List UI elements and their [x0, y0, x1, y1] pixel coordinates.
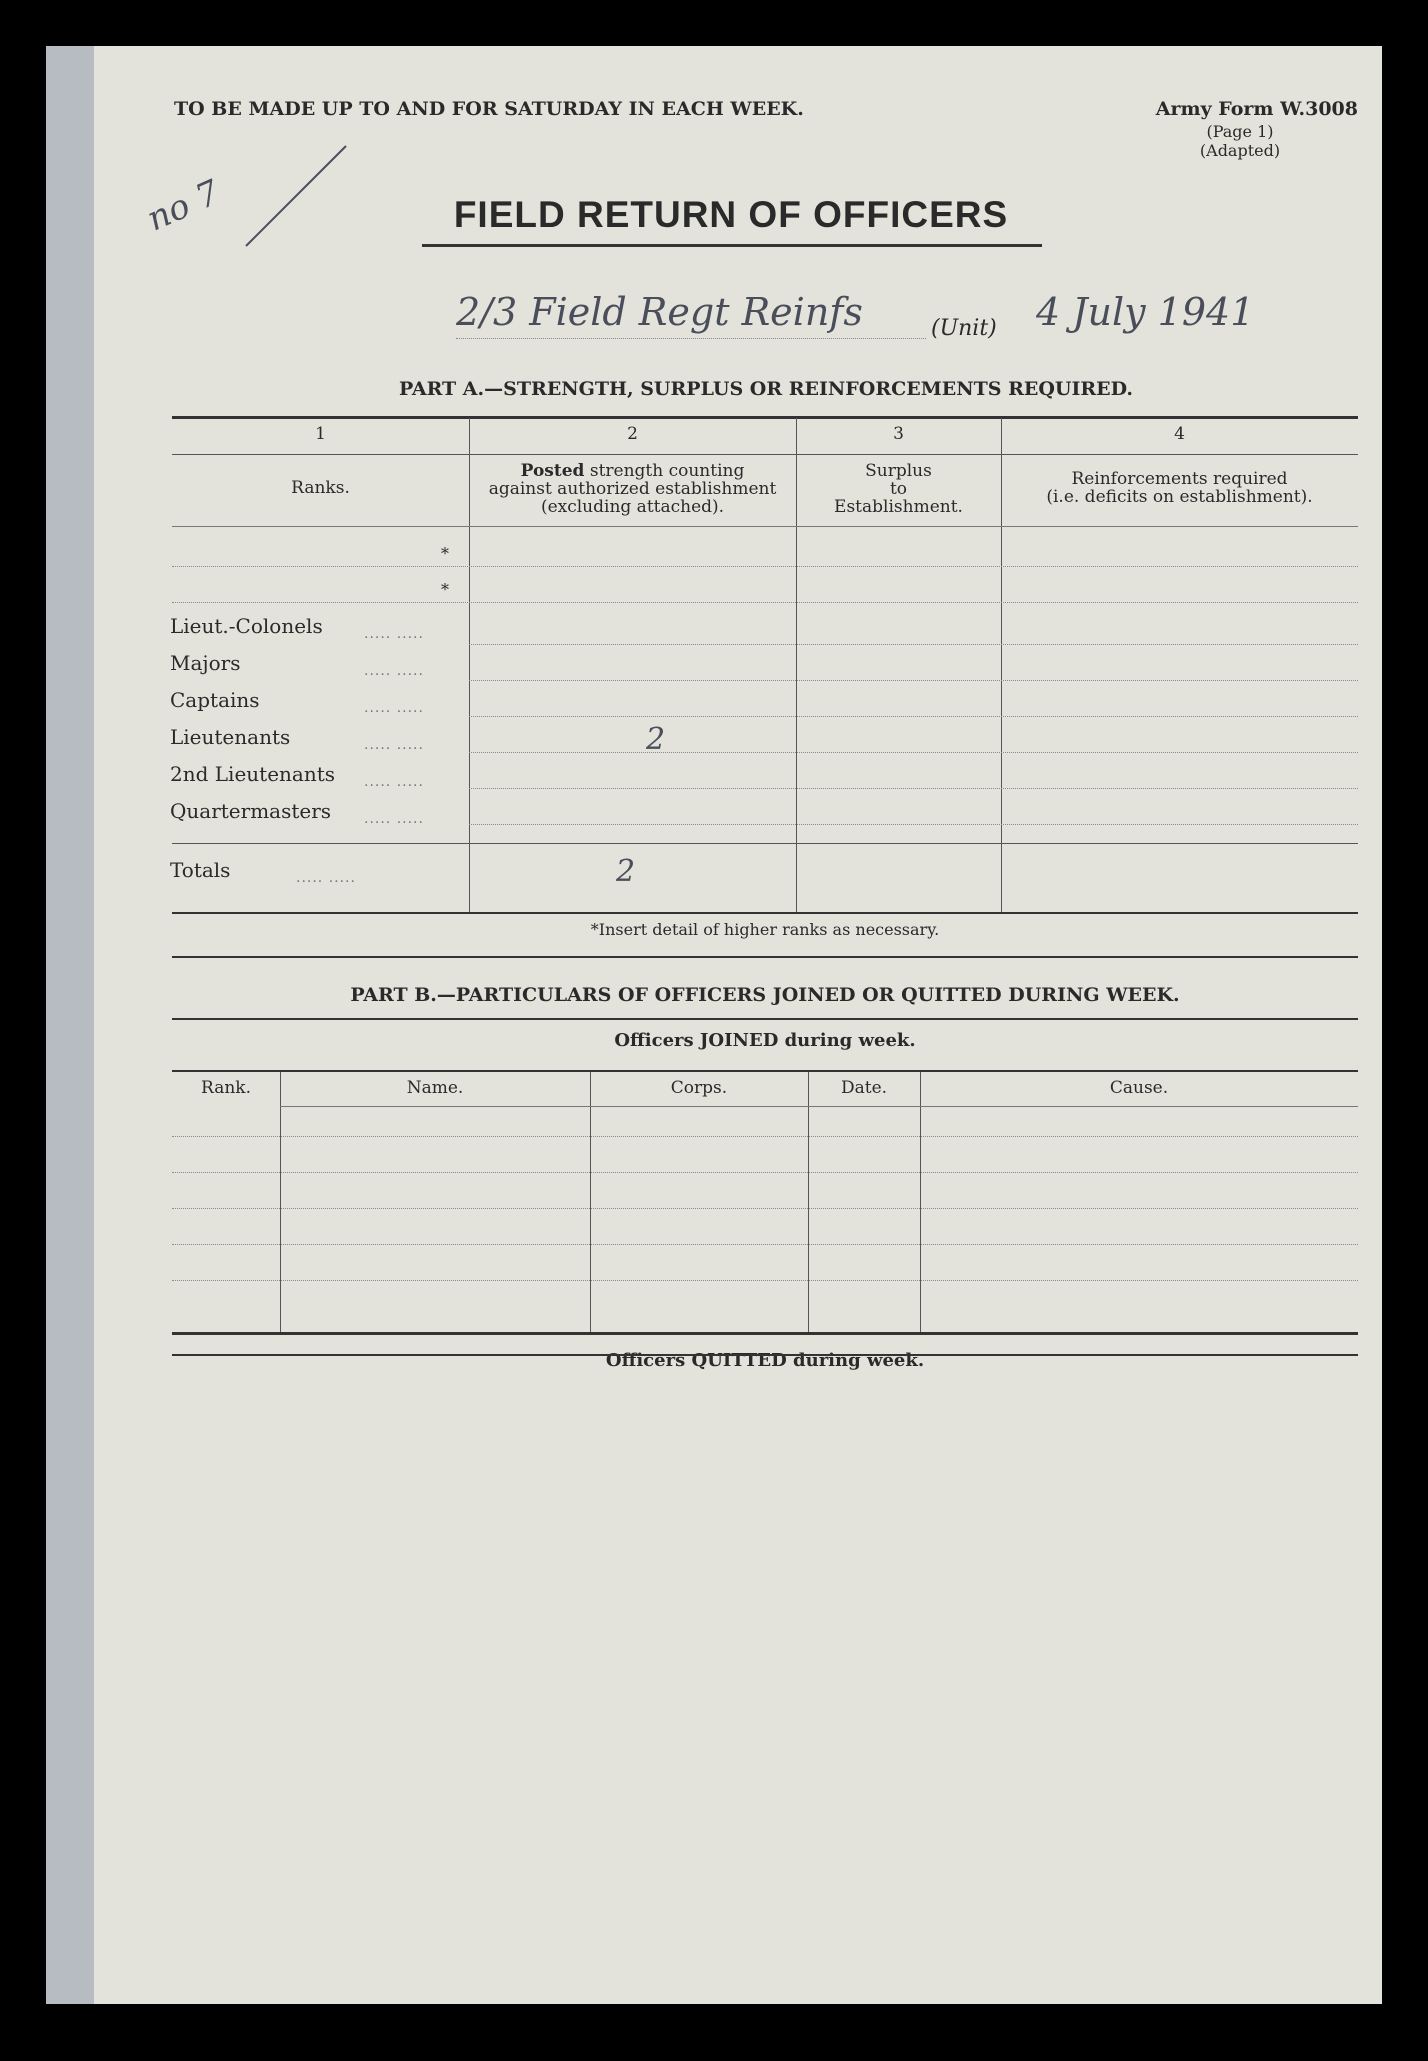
joined-top-rule [172, 1070, 1358, 1072]
col-number-2: 2 [627, 424, 638, 444]
joined-col-rank: Rank. [201, 1078, 251, 1098]
quitted-title: Officers QUITTED during week. [605, 1350, 925, 1371]
col1-header: Ranks. [291, 478, 350, 498]
totals-posted-value: 2 [616, 854, 636, 889]
joined-title: Officers JOINED during week. [614, 1030, 916, 1051]
quitted-title-rule-hidden [172, 1354, 1358, 1356]
part-a-bottom-rule [172, 912, 1358, 914]
joined-col-divider [280, 1072, 281, 1332]
form-id: Army Form W.3008 [1155, 98, 1358, 120]
rank-majors: Majors [170, 651, 241, 675]
col3-header-line2: to [889, 479, 908, 499]
row-line [172, 1244, 1358, 1245]
part-a-title: PART A.—STRENGTH, SURPLUS OR REINFORCEMENTS REQUIRED. [398, 378, 1134, 400]
row-line [172, 1136, 1358, 1137]
row-line [469, 716, 1358, 717]
col-number-3: 3 [893, 424, 904, 444]
unit-label: (Unit) [931, 316, 997, 341]
rank-lieut-colonels: Lieut.-Colonels [170, 614, 323, 638]
row-line [172, 602, 1358, 603]
date-handwritten: 4 July 1941 [1036, 290, 1255, 334]
col-number-4: 4 [1174, 424, 1185, 444]
row-line [469, 824, 1358, 825]
col2-header-line1: strength counting [589, 461, 745, 481]
col4-header-line1: Reinforcements required [1071, 469, 1288, 489]
joined-col-divider [590, 1072, 591, 1332]
col4-header [1001, 470, 1358, 506]
instruction-text: TO BE MADE UP TO AND FOR SATURDAY IN EACH WEEK. [174, 98, 804, 120]
row-line [469, 680, 1358, 681]
row-line [469, 752, 1358, 753]
joined-col-divider [808, 1072, 809, 1332]
joined-header-rule [280, 1106, 1358, 1107]
row-line [469, 788, 1358, 789]
unit-handwritten: 2/3 Field Regt Reinfs [456, 290, 863, 334]
rank-captains: Captains [170, 688, 260, 712]
lieutenants-posted-value: 2 [646, 722, 666, 757]
col2-header [469, 462, 796, 516]
col2-header-bold: Posted [520, 461, 585, 481]
joined-col-divider [920, 1072, 921, 1332]
col3-header-line1: Surplus [865, 461, 932, 481]
form-adapted: (Adapted) [1199, 141, 1281, 160]
col2-header-line2: against authorized establishment [488, 479, 777, 499]
part-a-footnote: *Insert detail of higher ranks as necessary. [590, 920, 940, 939]
rank-2nd-lieutenants: 2nd Lieutenants [170, 762, 336, 786]
form-page: (Page 1) [1206, 122, 1274, 141]
joined-col-name: Name. [406, 1078, 464, 1098]
row-line [172, 1172, 1358, 1173]
part-a-footer-rule [172, 956, 1358, 958]
col3-header [796, 462, 1001, 516]
annotation-slash [226, 136, 376, 256]
joined-bottom-rule [172, 1332, 1358, 1335]
joined-col-corps: Corps. [670, 1078, 728, 1098]
col-number-rule [172, 454, 1358, 455]
rank-lieutenants: Lieutenants [170, 725, 291, 749]
row-line [469, 644, 1358, 645]
col2-header-line3: (excluding attached). [540, 497, 725, 517]
unit-line [456, 338, 926, 339]
part-b-top-rule [172, 1018, 1358, 1020]
handwritten-annotation: no 7 [141, 172, 226, 240]
form-title: FIELD RETURN OF OFFICERS [453, 194, 1009, 235]
title-underline [422, 244, 1042, 247]
joined-col-cause: Cause. [1109, 1078, 1169, 1098]
row-line [172, 1208, 1358, 1209]
row-line [172, 1280, 1358, 1281]
rank-quartermasters: Quartermasters [170, 799, 332, 823]
row-line [172, 566, 1358, 567]
col-number-1: 1 [315, 424, 326, 444]
header-bottom-rule [172, 526, 1358, 527]
totals-rule [172, 843, 1358, 844]
part-a-top-rule [172, 416, 1358, 419]
joined-col-date: Date. [840, 1078, 888, 1098]
totals-label: Totals [170, 858, 231, 882]
asterisk-1: * [441, 544, 449, 563]
part-b-title: PART B.—PARTICULARS OF OFFICERS JOINED OR QUITTED DURING WEEK. [350, 984, 1180, 1006]
binding-strip [46, 46, 94, 2004]
asterisk-2: * [441, 580, 449, 599]
col3-header-line3: Establishment. [834, 497, 963, 517]
form-page: TO BE MADE UP TO AND FOR SATURDAY IN EACH WEEK. Army Form W.3008 (Page 1) (Adapted) no 7 FIELD RETURN OF OFFICERS 2/3 Field Regt Reinfs (Unit) 4 July 1941 PART A.—STRENGTH, SURPLUS OR REINFORCEMENTS REQUIRED. 1 2 3 4 Ranks. Posted strength counting against authorized establishment (excluding attached). Surplus to Establishment. Reinforcements required (i.e. deficits on establishment). * * Lieut.-Colonels Majors Captains Lieutenants 2nd Lieutenants Quartermasters ..... ..... ..... ..... ..... ..... ..... ..... ..... ..... ..... ..... 2 Totals ..... ..... 2 *Insert detail of higher ranks as necessary. PART B.—PARTICULARS OF OFFICERS JOINED OR QUITTED DURING WEEK. Officers JOINED during week. Rank. Name. Corps. Date. Cause. Officers QUITTED during week. [46, 46, 1382, 2004]
col4-header-line2: (i.e. deficits on establishment). [1046, 487, 1313, 507]
